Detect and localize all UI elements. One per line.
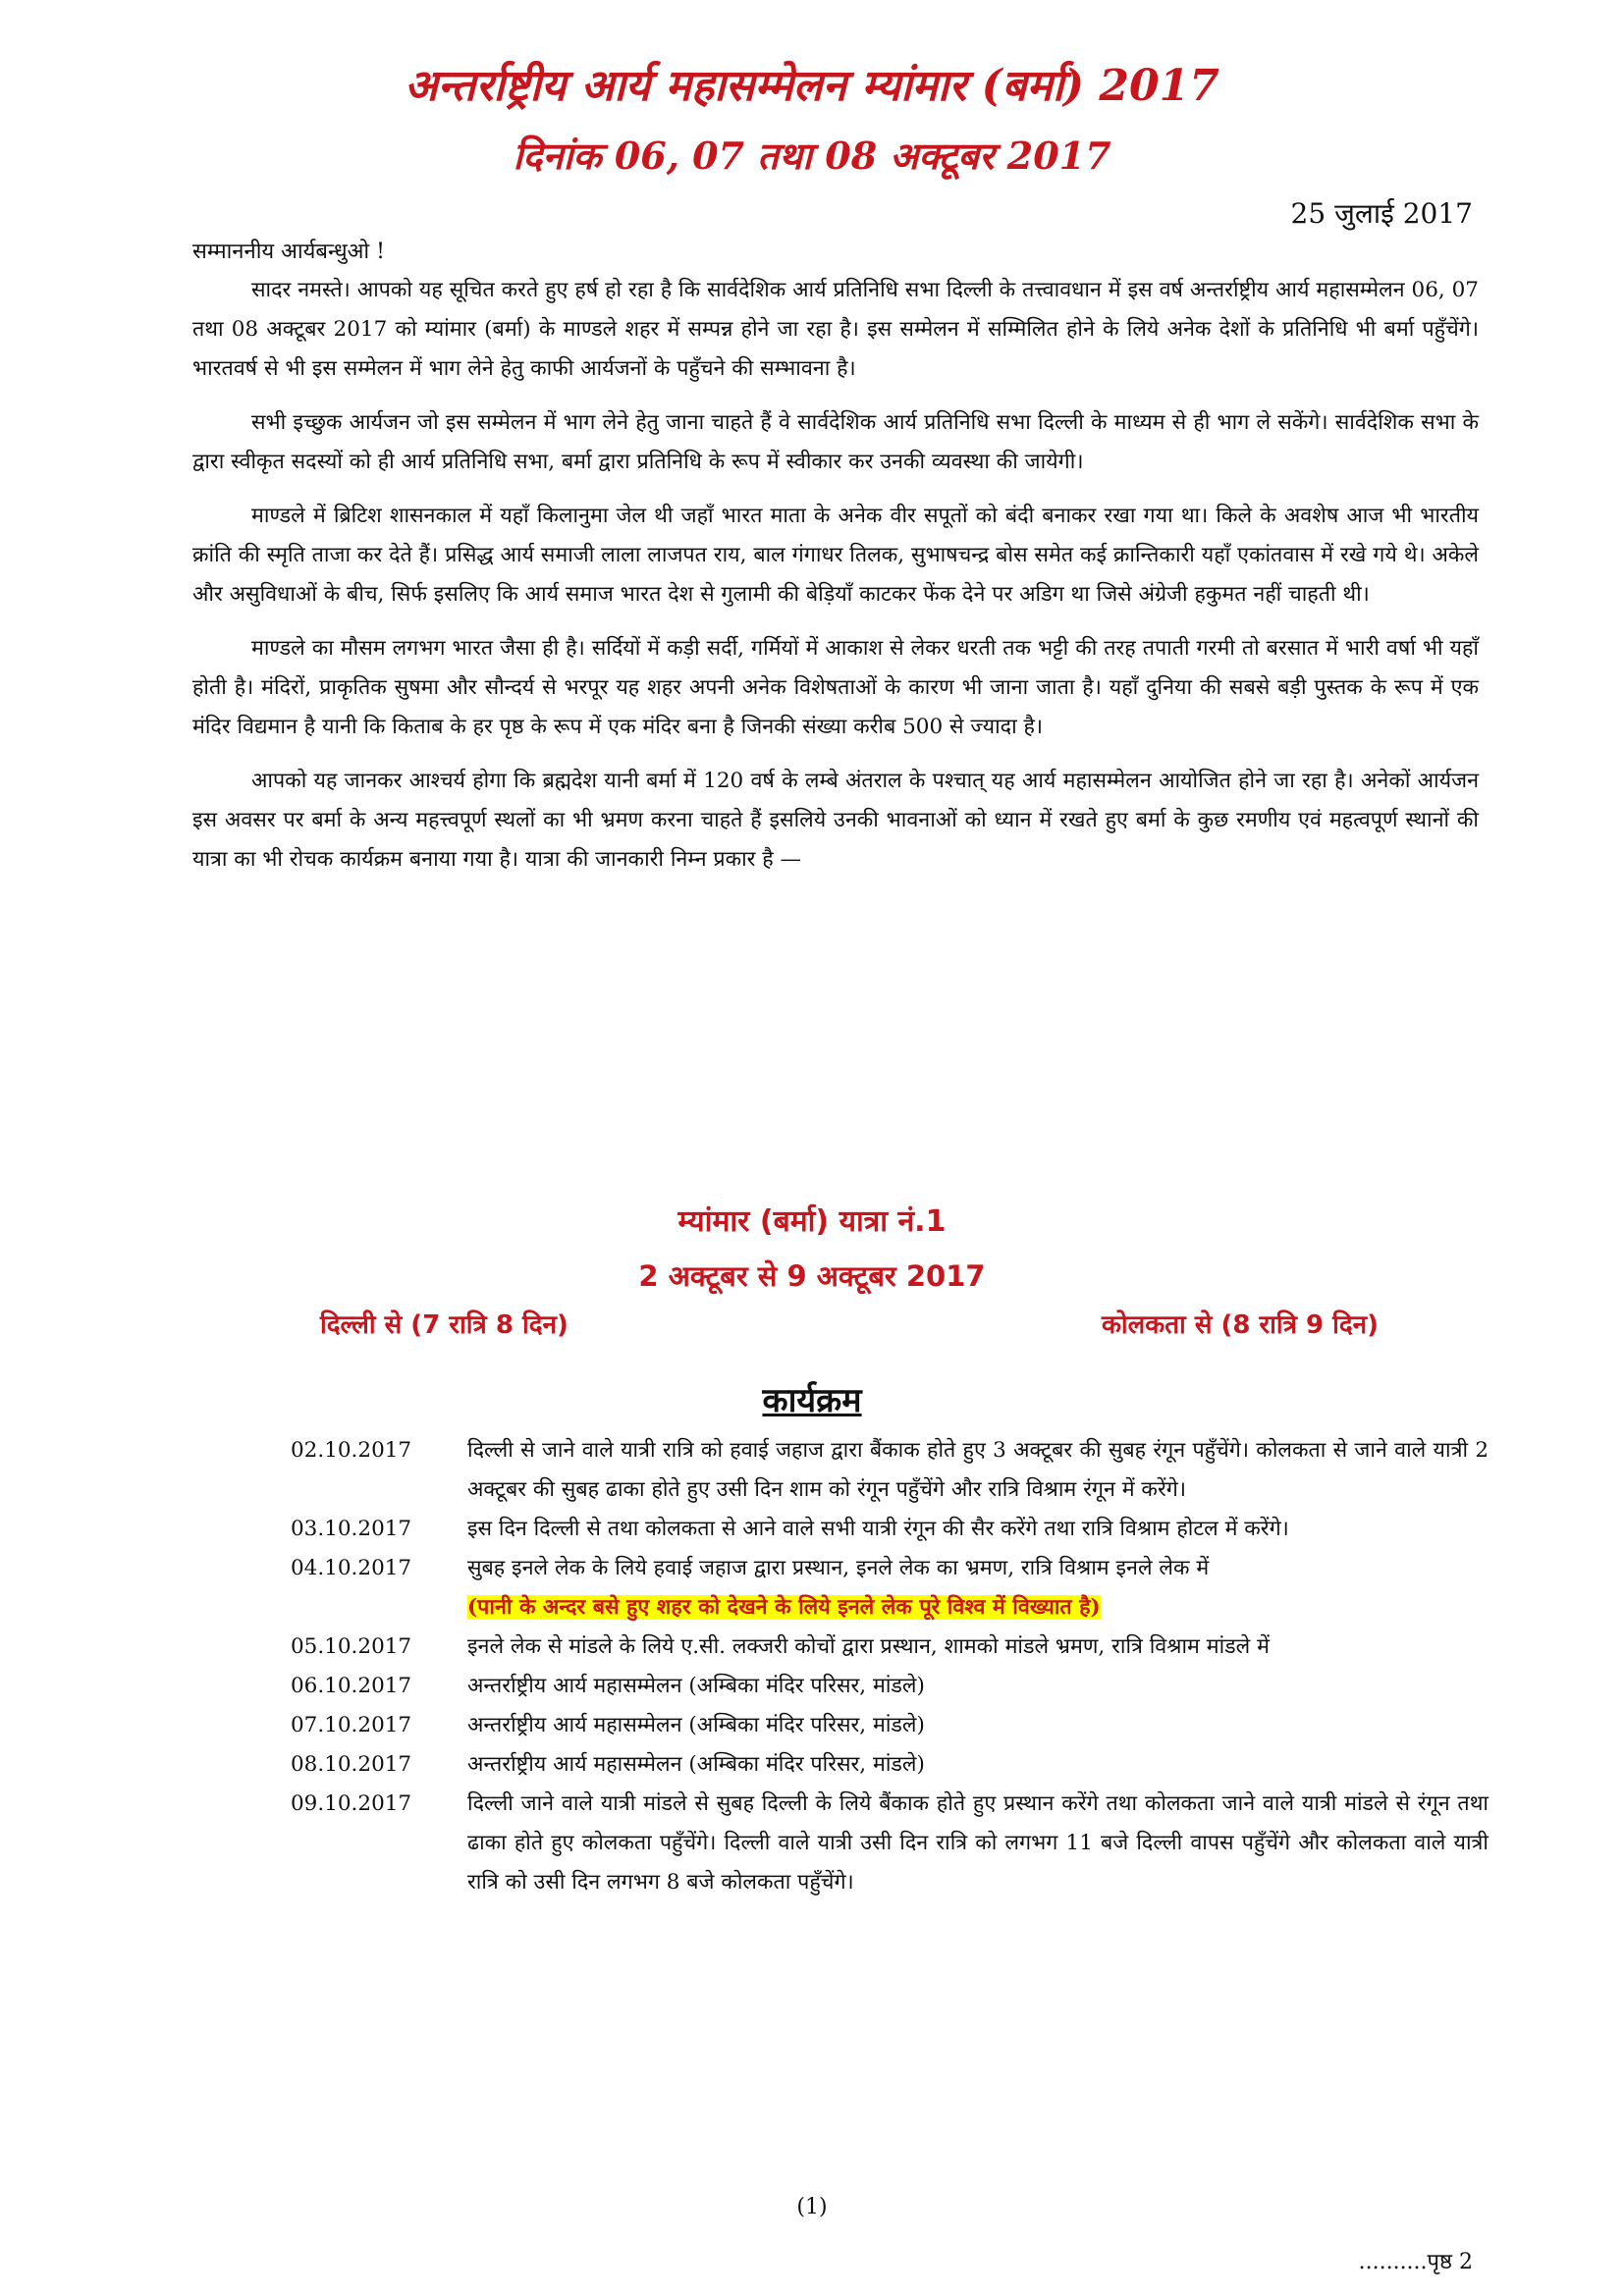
paragraph: माण्डले का मौसम लगभग भारत जैसा ही है। सर्दियों में कड़ी सर्दी, गर्मियों में आकाश से लेकर धरती तक भट्टी की तरह तपाती गरमी तो बरसात में भारी वर्षा भी यहाँ होती है। मंदिरों, प्राकृतिक सुषमा और सौन्दर्य से भरपूर यह शहर अपनी अनेक विशेषताओं के कारण भी जाना जाता है। यहाँ दुनिया की सबसे बड़ी पुस्तक के रूप में एक मंदिर विद्यमान है यानी कि किताब के हर पृष्ठ के रूप में एक मंदिर बना है जिनकी संख्या करीब 500 से ज्यादा है। [192, 636, 1479, 739]
schedule-row [291, 1549, 1489, 1588]
conference-dates: दिनांक 06, 07 तथा 08 अक्टूबर 2017 [513, 133, 1111, 178]
letter-body [192, 271, 1479, 894]
schedule-row [291, 1785, 1489, 1902]
programme-heading: कार्यक्रम [762, 1381, 862, 1420]
salutation: सम्माननीय आर्यबन्धुओ ! [192, 240, 385, 264]
schedule-date: 07.10.2017 [291, 1713, 412, 1737]
schedule-row [291, 1431, 1489, 1510]
schedule-row [291, 1745, 1489, 1785]
paragraph: आपको यह जानकर आश्चर्य होगा कि ब्रह्मदेश यानी बर्मा में 120 वर्ष के लम्बे अंतराल के पश्चात् यह आर्य महासम्मेलन आयोजित होने जा रहा है। अनेकों आर्यजन इस अवसर पर बर्मा के अन्य महत्त्वपूर्ण स्थलों का भी भ्रमण करना चाहते हैं इसलिये उनकी भावनाओं को ध्यान में रखते हुए बर्मा के कुछ रमणीय एवं महत्वपूर्ण स्थानों की यात्रा का भी रोचक कार्यक्रम बनाया गया है। यात्रा की जानकारी निम्न प्रकार है — [192, 769, 1479, 872]
schedule-date: 03.10.2017 [291, 1517, 412, 1541]
paragraph: सभी इच्छुक आर्यजन जो इस सम्मेलन में भाग लेने हेतु जाना चाहते हैं वे सार्वदेशिक आर्य प्रतिनिधि सभा दिल्ली के माध्यम से ही भाग ले सकेंगे। सार्वदेशिक सभा के द्वारा स्वीकृत सदस्यों को ही आर्य प्रतिनिधि सभा, बर्मा द्वारा प्रतिनिधि के रूप में स्वीकार कर उनकी व्यवस्था की जायेगी। [192, 410, 1479, 474]
schedule-text: सुबह इनले लेक के लिये हवाई जहाज द्वारा प्रस्थान, इनले लेक का भ्रमण, रात्रि विश्राम इनले लेक में [467, 1556, 1210, 1580]
schedule-row [291, 1667, 1489, 1706]
schedule-date: 09.10.2017 [291, 1791, 412, 1816]
schedule-list [291, 1431, 1489, 1902]
inle-lake-note: (पानी के अन्दर बसे हुए शहर को देखने के लिये इनले लेक पूरे विश्व में विख्यात है) [467, 1595, 1101, 1620]
paragraph: माण्डले में ब्रिटिश शासनकाल में यहाँ किलानुमा जेल थी जहाँ भारत माता के अनेक वीर सपूतों को बंदी बनाकर रखा गया था। किले के अवशेष आज भी भारतीय क्रांति की स्मृति ताजा कर देते हैं। प्रसिद्ध आर्य समाजी लाला लाजपत राय, बाल गंगाधर तिलक, सुभाषचन्द्र बोस समेत कई क्रान्तिकारी यहाँ एकांतवास में रखे गये थे। अकेले और असुविधाओं के बीच, सिर्फ इसलिए कि आर्य समाज भारत देश से गुलामी की बेड़ियाँ काटकर फेंक देने पर अडिग था जिसे अंग्रेजी हकुमत नहीं चाहती थी। [192, 504, 1479, 607]
schedule-date: 04.10.2017 [291, 1556, 412, 1580]
trip-name: म्यांमार (बर्मा) यात्रा नं.1 [677, 1204, 947, 1239]
document-title: अन्तर्राष्ट्रीय आर्य महासम्मेलन म्यांमार (बर्मा) 2017 [405, 61, 1219, 111]
trip-dates: 2 अक्टूबर से 9 अक्टूबर 2017 [638, 1259, 986, 1293]
next-page-indicator: ..........पृष्ठ 2 [1358, 2250, 1473, 2274]
page-number: (1) [796, 2195, 828, 2219]
schedule-date: 08.10.2017 [291, 1752, 412, 1777]
schedule-text: अन्तर्राष्ट्रीय आर्य महासम्मेलन (अम्बिका मंदिर परिसर, मांडले) [467, 1713, 925, 1737]
paragraph: सादर नमस्ते। आपको यह सूचित करते हुए हर्ष हो रहा है कि सार्वदेशिक आर्य प्रतिनिधि सभा दिल्ली के तत्त्वावधान में इस वर्ष अन्तर्राष्ट्रीय आर्य महासम्मेलन 06, 07 तथा 08 अक्टूबर 2017 को म्यांमार (बर्मा) के माण्डले शहर में सम्पन्न होने जा रहा है। इस सम्मेलन में सम्मिलित होने के लिये अनेक देशों के प्रतिनिधि भी बर्मा पहुँचेंगे। भारतवर्ष से भी इस सम्मेलन में भाग लेने हेतु काफी आर्यजनों के पहुँचने की सम्भावना है। [192, 278, 1479, 381]
schedule-row [291, 1706, 1489, 1745]
schedule-text: अन्तर्राष्ट्रीय आर्य महासम्मेलन (अम्बिका मंदिर परिसर, मांडले) [467, 1752, 925, 1777]
from-delhi: दिल्ली से (7 रात्रि 8 दिन) [320, 1310, 568, 1340]
schedule-date: 06.10.2017 [291, 1674, 412, 1698]
schedule-date: 05.10.2017 [291, 1634, 412, 1659]
schedule-date: 02.10.2017 [291, 1438, 412, 1463]
schedule-text: इनले लेक से मांडले के लिये ए.सी. लक्जरी कोचों द्वारा प्रस्थान, शामको मांडले भ्रमण, रात्रि विश्राम मांडले में [467, 1634, 1270, 1659]
schedule-text: दिल्ली जाने वाले यात्री मांडले से सुबह दिल्ली के लिये बैंकाक होते हुए प्रस्थान करेंगे तथा कोलकता जाने वाले यात्री मांडले से रंगून तथा ढाका होते हुए कोलकता पहुँचेंगे। दिल्ली वाले यात्री उसी दिन रात्रि को लगभग 11 बजे दिल्ली वापस पहुँचेंगे और कोलकता वाले यात्री रात्रि को उसी दिन लगभग 8 बजे कोलकता पहुँचेंगे। [467, 1791, 1489, 1895]
schedule-text: इस दिन दिल्ली से तथा कोलकता से आने वाले सभी यात्री रंगून की सैर करेंगे तथा रात्रि विश्राम होटल में करेंगे। [467, 1517, 1289, 1541]
letter-date: 25 जुलाई 2017 [1290, 197, 1473, 230]
from-kolkata: कोलकता से (8 रात्रि 9 दिन) [1101, 1310, 1379, 1340]
schedule-row [291, 1510, 1489, 1549]
schedule-row [291, 1628, 1489, 1667]
schedule-text: दिल्ली से जाने वाले यात्री रात्रि को हवाई जहाज द्वारा बैंकाक होते हुए 3 अक्टूबर की सुबह रंगून पहुँचेंगे। कोलकता से जाने वाले यात्री 2 अक्टूबर की सुबह ढाका होते हुए उसी दिन शाम को रंगून पहुँचेंगे और रात्रि विश्राम रंगून में करेंगे। [467, 1438, 1489, 1502]
schedule-text: अन्तर्राष्ट्रीय आर्य महासम्मेलन (अम्बिका मंदिर परिसर, मांडले) [467, 1674, 925, 1698]
